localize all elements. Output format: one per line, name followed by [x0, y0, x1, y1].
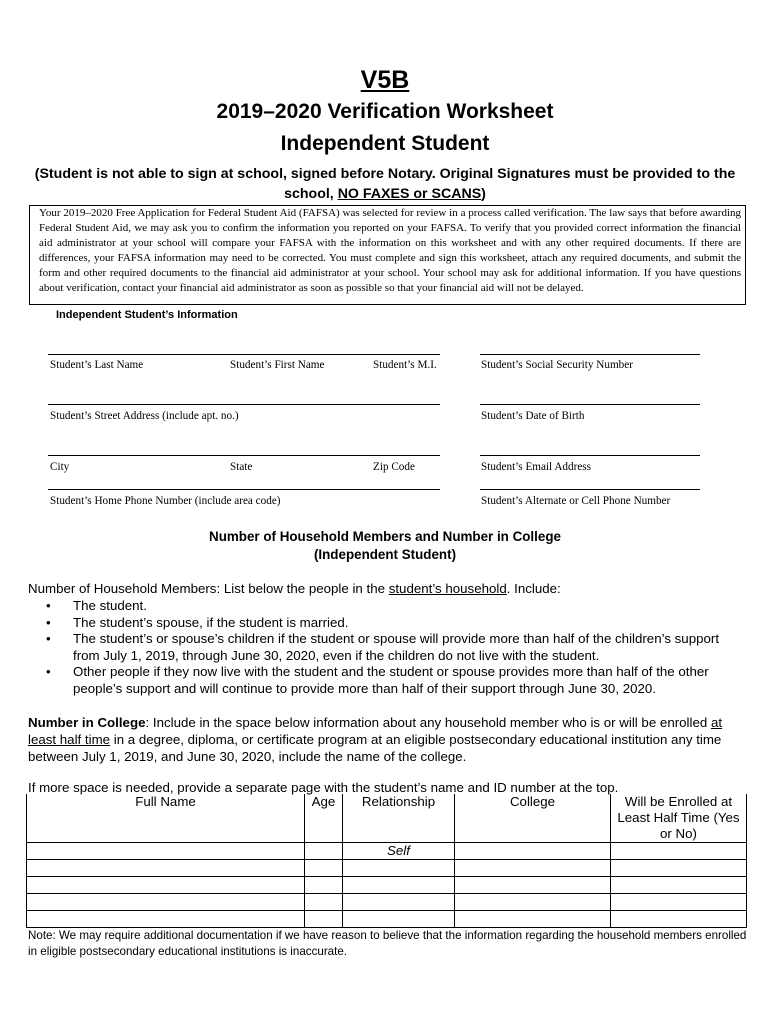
- cell-enrolled[interactable]: [611, 843, 747, 860]
- list-item: [46, 615, 746, 632]
- number-in-college-label: Number in College: [28, 715, 146, 730]
- warning-text: (Student is not able to sign at school, signed before Notary. Original Signatures must be provided to the school,: [34, 166, 736, 202]
- list-item: [46, 598, 746, 615]
- household-intro: [28, 580, 748, 597]
- household-bullet-list: [46, 598, 746, 698]
- warning-close: ): [481, 186, 486, 202]
- cell-relationship[interactable]: [343, 911, 455, 928]
- first-name-label: Student’s First Name: [230, 359, 325, 371]
- zip-label: Zip Code: [373, 461, 415, 473]
- ssn-line[interactable]: [480, 354, 700, 355]
- col-header-full-name: Full Name: [27, 794, 305, 843]
- email-line[interactable]: [480, 455, 700, 456]
- household-intro-end: . Include:: [506, 581, 561, 596]
- household-subheading: (Independent Student): [313, 547, 457, 562]
- city-line[interactable]: [48, 455, 440, 456]
- cell-college[interactable]: [455, 911, 611, 928]
- home-phone-line[interactable]: [48, 489, 440, 490]
- cell-full-name[interactable]: [27, 911, 305, 928]
- number-in-college-text-end: in a degree, diploma, or certificate program at an eligible postsecondary educational institution any time between July 1, 2019, and June 30, 2020, include the name of the college.: [28, 732, 722, 764]
- table-row: [27, 860, 747, 877]
- cell-full-name[interactable]: [27, 877, 305, 894]
- col-header-age: Age: [305, 794, 343, 843]
- household-heading: Number of Household Members and Number in College: [209, 529, 561, 544]
- bullet-icon: •: [46, 614, 51, 630]
- col-header-relationship: Relationship: [343, 794, 455, 843]
- cell-enrolled[interactable]: [611, 911, 747, 928]
- table-header-row: [27, 794, 747, 843]
- bullet-text: The student’s or spouse’s children if the student or spouse will provide more than half of the children’s support from July 1, 2019, through June 30, 2020, even if the children do not live with the student.: [73, 631, 720, 663]
- household-intro-link: student’s household: [388, 581, 507, 596]
- bullet-icon: •: [46, 631, 51, 647]
- signature-warning: [24, 164, 746, 204]
- cell-age[interactable]: [305, 911, 343, 928]
- household-table: [26, 794, 747, 928]
- col-header-college: College: [455, 794, 611, 843]
- bullet-icon: •: [46, 664, 51, 680]
- cell-enrolled[interactable]: [611, 860, 747, 877]
- cell-relationship: Self: [343, 843, 455, 860]
- home-phone-label: Student’s Home Phone Number (include area code): [50, 495, 281, 507]
- number-in-college-text: : Include in the space below information about any household member who is or will be enrolled: [145, 715, 711, 730]
- warning-emphasis: NO FAXES or SCANS: [337, 186, 482, 202]
- form-code: V5B: [360, 66, 410, 94]
- city-label: City: [50, 461, 70, 473]
- cell-full-name[interactable]: [27, 843, 305, 860]
- list-item: [46, 631, 746, 664]
- cell-relationship[interactable]: [343, 894, 455, 911]
- last-name-label: Student’s Last Name: [50, 359, 144, 371]
- documentation-note: Note: We may require additional documentation if we have reason to believe that the information regarding the household members enrolled in eligible postsecondary educational institutions is inaccurate.: [28, 929, 747, 958]
- household-intro-text: Number of Household Members: List below the people in the: [28, 581, 389, 596]
- email-label: Student’s Email Address: [481, 461, 592, 473]
- intro-box: Your 2019–2020 Free Application for Federal Student Aid (FAFSA) was selected for review in a process called verification. The law says that before awarding Federal Student Aid, we may ask you to confirm the information you reported on your FAFSA. To verify that you provided correct information the financial aid administrator at your school will compare your FAFSA with the information on this worksheet and with any other required documents. If there are differences, your FAFSA information may need to be corrected. You must complete and sign this worksheet, attach any required documents, and submit the form and other required documents to the financial aid administrator at your school. Your school may ask for additional information. If you have questions about verification, contact your financial aid administrator as soon as possible so that your financial aid will not be delayed.: [29, 205, 746, 305]
- middle-initial-label: Student’s M.I.: [373, 359, 437, 371]
- number-in-college: [28, 714, 744, 765]
- cell-college[interactable]: [455, 894, 611, 911]
- cell-age[interactable]: [305, 894, 343, 911]
- cell-age[interactable]: [305, 860, 343, 877]
- alt-phone-line[interactable]: [480, 489, 700, 490]
- student-info-heading: Independent Student’s Information: [56, 309, 238, 321]
- table-row: [27, 843, 747, 860]
- list-item: [46, 664, 746, 697]
- cell-college[interactable]: [455, 843, 611, 860]
- cell-relationship[interactable]: [343, 860, 455, 877]
- cell-full-name[interactable]: [27, 860, 305, 877]
- cell-full-name[interactable]: [27, 894, 305, 911]
- more-space-note: If more space is needed, provide a separate page with the student’s name and ID number at the top.: [28, 780, 619, 795]
- bullet-icon: •: [46, 598, 51, 613]
- bullet-text: The student’s spouse, if the student is married.: [73, 614, 349, 630]
- col-header-enrolled: Will be Enrolled at Least Half Time (Yes or No): [611, 794, 747, 843]
- table-row: [27, 877, 747, 894]
- table-row: [27, 894, 747, 911]
- table-row: [27, 911, 747, 928]
- cell-age[interactable]: [305, 843, 343, 860]
- dob-line[interactable]: [480, 404, 700, 405]
- street-label: Student’s Street Address (include apt. no.): [50, 410, 239, 422]
- dob-label: Student’s Date of Birth: [481, 410, 585, 422]
- street-line[interactable]: [48, 404, 440, 405]
- cell-relationship[interactable]: [343, 877, 455, 894]
- half-time-term: at least half time: [28, 715, 723, 747]
- cell-college[interactable]: [455, 877, 611, 894]
- name-line[interactable]: [48, 354, 440, 355]
- cell-college[interactable]: [455, 860, 611, 877]
- worksheet-subtitle: Independent Student: [280, 132, 490, 155]
- state-label: State: [230, 461, 253, 473]
- bullet-text: Other people if they now live with the student and the student or spouse provides more than half of the other people’s support and will continue to provide more than half of their support through June 30, 2020.: [73, 664, 709, 696]
- cell-age[interactable]: [305, 877, 343, 894]
- bullet-text: The student.: [73, 598, 147, 613]
- alt-phone-label: Student’s Alternate or Cell Phone Number: [481, 495, 671, 507]
- worksheet-title: 2019–2020 Verification Worksheet: [216, 100, 554, 123]
- cell-enrolled[interactable]: [611, 894, 747, 911]
- cell-enrolled[interactable]: [611, 877, 747, 894]
- ssn-label: Student’s Social Security Number: [481, 359, 633, 371]
